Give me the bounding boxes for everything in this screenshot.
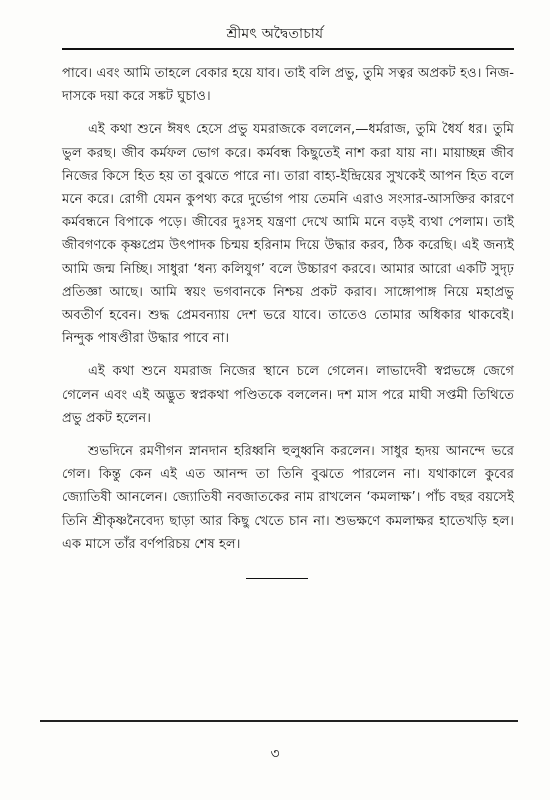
paragraph-3: এই কথা শুনে যমরাজ নিজের স্থানে চলে গেলেন। লাভাদেবী স্বপ্নভঙ্গে জেগে গেলেন এবং এই অদ্ভুত স্বপ্নকথা পণ্ডিতকে বললেন। দশ মাস পরে মাঘী সপ্তমী তিথিতে প্রভু প্রকট হলেন। xyxy=(62,364,514,426)
running-header: শ্রীমৎ অদ্বৈতাচার্য xyxy=(226,26,324,42)
paragraph-1: পাবে। এবং আমি তাহলে বেকার হয়ে যাব। তাই বলি প্রভু, তুমি সত্বর অপ্রকট হও। নিজ-দাসকে দয়া করে সঙ্কট ঘুচাও। xyxy=(62,66,514,105)
section-end-divider xyxy=(246,578,308,579)
body-text xyxy=(62,62,514,566)
header-divider xyxy=(62,48,514,50)
paragraph-4: শুভদিনে রমণীগন স্নানদান হরিধ্বনি হুলুধ্বনি করলেন। সাধুর হৃদয় আনন্দে ভরে গেল। কিন্তু কেন এই এত আনন্দ তা তিনি বুঝতে পারলেন না। যথাকালে কুবের জ্যোতিষী আনলেন। জ্যোতিষী নবজাতকের নাম রাখলেন ‘কমলাক্ষ’। পাঁচ বছর বয়সেই তিনি শ্রীকৃষ্ণনৈবেদ্য ছাড়া আর কিছু খেতে চান না। শুভক্ষণে কমলাক্ষর হাতেখড়ি হল। এক মাসে তাঁর বর্ণপরিচয় শেষ হল। xyxy=(62,444,514,552)
paragraph-2: এই কথা শুনে ঈষৎ হেসে প্রভু যমরাজকে বললেন,—ধর্মরাজ, তুমি ধৈর্য ধর। তুমি ভুল করছ। জীব কর্মফল ভোগ করে। কর্মবন্ধ কিছুতেই নাশ করা যায় না। মায়াচ্ছন্ন জীব নিজের কিসে হিত হয় তা বুঝতে পারে না। তারা বাহ্য-ইন্দ্রিয়ের সুখকেই আপন হিত বলে মনে করে। রোগী যেমন কুপথ্য করে দুর্ভোগ পায় তেমনি এরাও সংসার-আসক্তির কারণে কর্মবন্ধনে বিপাকে পড়ে। জীবের দুঃসহ যন্ত্রণা দেখে আমি মনে বড়ই ব্যথা পেলাম। তাই জীবগণকে কৃষ্ণপ্রেম উৎপাদক চিন্ময় হরিনাম দিয়ে উদ্ধার করব, ঠিক করেছি। এই জন্যই আমি জন্ম নিচ্ছি। সাধুরা ‘ধন্য কলিযুগ’ বলে উচ্চারণ করবে। আমার আরো একটি সুদৃঢ় প্রতিজ্ঞা আছে। আমি স্বয়ং ভগবানকে নিশ্চয় প্রকট করাব। সাঙ্গোপাঙ্গ নিয়ে মহাপ্রভু অবতীর্ণ হবেন। শুদ্ধ প্রেমবন্যায় দেশ ভরে যাবে। তাতেও তোমার অধিকার থাকবেই। নিন্দুক পাষণ্ডীরা উদ্ধার পাবে না। xyxy=(62,122,514,347)
footer-divider xyxy=(40,720,518,722)
page-number: ৩ xyxy=(270,746,280,762)
